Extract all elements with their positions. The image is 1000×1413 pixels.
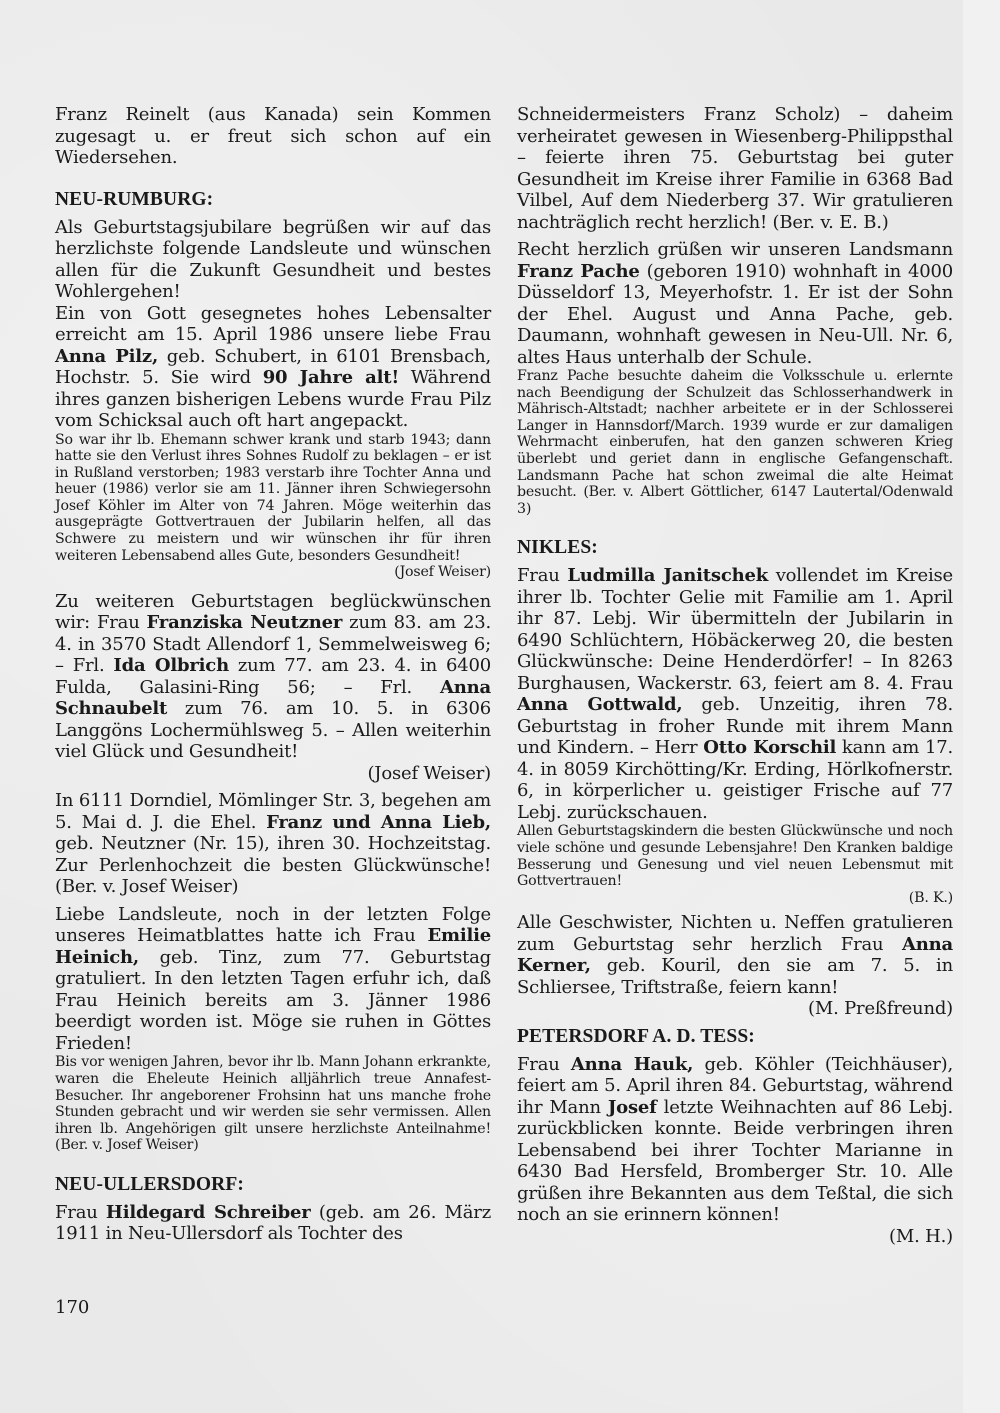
person-name: Franz Pache (517, 260, 640, 282)
person-name: Anna Pilz, (55, 345, 159, 367)
person-name: Emilie Heinich, (55, 925, 491, 968)
person-name: Anna Hauk, (570, 1053, 694, 1075)
signature: (B. K.) (908, 889, 953, 906)
section-heading: NIKLES: (517, 537, 598, 559)
section-heading: NEU-ULLERSDORF: (55, 1173, 244, 1195)
signature: (Josef Weiser) (394, 564, 491, 581)
person-name: Franziska Neutzner (146, 612, 343, 634)
person-name: Otto Korschil (703, 737, 837, 759)
section-nikles (517, 537, 953, 1019)
paragraph: In 6111 Dorndiel, Mömlinger Str. 3, begehen am 5. Mai d. J. die Ehel. Franz und Anna Lieb, geb. Neutzner (Nr. 15), ihren 30. Hochzeitstag. Zur Perlenhochzeit die besten Glückwünsche! (Ber. v. Josef Weiser) (55, 790, 491, 898)
age-highlight: 90 Jahre alt! (262, 367, 400, 388)
continuation-paragraph: Schneidermeisters Franz Scholz) – daheim verheiratet gewesen in Wiesenberg-Philippsthal – feierte ihren 75. Geburtstag bei guter Gesundheit im Kreise ihrer Familie in 6368 Bad Vilbel, Auf dem Niederberg 37. Wir gratulieren nachträglich recht herzlich! (Ber. v. E. B.) (517, 104, 953, 233)
person-name: Josef (607, 1096, 657, 1118)
paragraph-small: Allen Geburtstagskindern die besten Glückwünsche und noch viele schöne und gesunde Lebensjahre! Den Kranken baldige Besserung und Genesung und viel neuen Lebensmut mit Gottvertrauen! (517, 823, 953, 890)
person-name: Anna Schnaubelt (55, 676, 491, 720)
section-heading: PETERSDORF A. D. TESS: (517, 1025, 755, 1047)
paragraph: Frau Anna Hauk, geb. Köhler (Teichhäuser), feiert am 5. April ihren 84. Geburtstag, während ihr Mann Josef letzte Weihnachten auf 86 Lebj. zurückblicken konnte. Beide verbringen ihren Lebensabend bei ihrer Tochter Marianne in 6430 Bad Hersfeld, Bromberger Str. 10. Alle grüßen ihre Bekannten aus dem Teßtal, die sich noch an sie erinnern können! (517, 1053, 953, 1226)
paragraph: Ein von Gott gesegnetes hohes Lebensalter erreicht am 15. April 1986 unsere liebe Frau Anna Pilz, geb. Schubert, in 6101 Brensbach, Hochstr. 5. Sie wird 90 Jahre alt! Während ihres ganzen bisherigen Lebens wurde Frau Pilz vom Schicksal auch oft hart angepackt. (55, 302, 492, 431)
signature: (Josef Weiser) (367, 762, 491, 784)
section-neu-ullersdorf (55, 1174, 491, 1245)
right-column (517, 104, 953, 1247)
paragraph-small: Bis vor wenigen Jahren, bevor ihr lb. Mann Johann erkrankte, waren die Eheleute Heinich alljährlich treue Annafest-Besucher. Ihr angeborener Frohsinn hat uns manche frohe Stunden gebracht und wir werden sie sehr vermissen. Allen ihren lb. Angehörigen gilt unsere herzlichste Anteilnahme! (Ber. v. Josef Weiser) (55, 1054, 491, 1154)
paragraph: Zu weiteren Geburtstagen beglückwünschen wir: Frau Franziska Neutzner zum 83. am 23. 4. in 3570 Stadt Allendorf 1, Semmelweisweg 6; – Frl. Ida Olbrich zum 77. am 23. 4. in 6400 Fulda, Galasini-Ring 56; – Frl. Anna Schnaubelt zum 76. am 10. 5. in 6306 Langgöns Lochermühlsweg 5. – Allen weiterhin viel Glück und Gesundheit! (55, 590, 491, 763)
paragraph: Recht herzlich grüßen wir unseren Landsmann Franz Pache (geboren 1910) wohnhaft in 4000 Düsseldorf 13, Meyerhofstr. 1. Er ist der Sohn der Ehel. August und Anna Pache, geb. Daumann, wohnhaft gewesen in Neu-Ull. Nr. 6, altes Haus unterhalb der Schule. (517, 239, 953, 368)
signature: (M. Preßfreund) (808, 998, 953, 1020)
person-name: Ida Olbrich (113, 655, 229, 677)
person-name: Anna Kerner, (517, 933, 953, 977)
person-name: Hildegard Schreiber (105, 1201, 311, 1223)
page-number: 170 (55, 1297, 90, 1318)
paragraph: Als Geburtstagsjubilare begrüßen wir auf das herzlichste folgende Landsleute und wünschen allen für die Zukunft Gesundheit und bestes Wohlergehen! (55, 216, 491, 302)
paragraph: Frau Ludmilla Janitschek vollendet im Kreise ihrer lb. Tochter Gelie mit Familie am 1. April ihr 87. Lebj. Wir übermitteln der Jubilarin in 6490 Schlüchtern, Höbäckerweg 20, die besten Glückwünsche: Deine Henderdörfer! – In 8263 Burghausen, Wackerstr. 63, feiert am 8. 4. Frau Anna Gottwald, geb. Unzeitig, ihren 78. Geburtstag in froher Runde mit ihrem Mann und Kindern. – Herr Otto Korschil kann am 17. 4. in 8059 Kirchötting/Kr. Erding, Hörlkofnerstr. 6, in körperlicher u. geistiger Frische auf 77 Lebj. zurückschauen. (517, 565, 954, 823)
section-petersdorf (517, 1026, 953, 1248)
paragraph-small: So war ihr lb. Ehemann schwer krank und starb 1943; dann hatte sie den Verlust ihres Sohnes Rudolf zu beklagen – er ist in Rußland verstorben; 1983 verstarb ihre Tochter Anna und heuer (1986) verlor sie am 11. Jänner ihren Schwiegersohn Josef Köhler im Alter von 74 Jahren. Möge weiterhin das ausgeprägte Gottvertrauen der Jubilarin helfen, all das Schwere zu meistern und wir wünschen ihr für ihren weiteren Lebensabend alles Gute, besonders Gesundheit! (Josef Weiser) (55, 431, 491, 581)
paragraph: Alle Geschwister, Nichten u. Neffen gratulieren zum Geburtstag sehr herzlich Frau Anna Kerner, geb. Kouril, den sie am 7. 5. in Schliersee, Triftstraße, feiern kann! (517, 912, 953, 998)
person-name: Franz und Anna Lieb, (266, 811, 491, 833)
section-heading: NEU-RUMBURG: (55, 188, 214, 210)
section-neu-rumburg (55, 189, 491, 1154)
intro-paragraph: Franz Reinelt (aus Kanada) sein Kommen zugesagt u. er freut sich schon auf ein Wiedersehen. (55, 104, 491, 168)
left-column (55, 104, 491, 1245)
person-name: Anna Gottwald, (517, 694, 683, 716)
paragraph-small: Franz Pache besuchte daheim die Volksschule u. erlernte nach Beendigung der Schulzeit das Schlosserhandwerk in Mährisch-Altstadt; nachher arbeitete er in der Schlosserei Langer in Hannsdorf/March. 1939 wurde er zur damaligen Wehrmacht einberufen, hat den ganzen schweren Krieg überlebt und geriet dann in englische Gefangenschaft. Landsmann Pache hat schon zweimal die alte Heimat besucht. (Ber. v. Albert Göttlicher, 6147 Lautertal/Odenwald 3) (517, 368, 953, 517)
person-name: Ludmilla Janitschek (567, 565, 769, 587)
paragraph: Frau Hildegard Schreiber (geb. am 26. März 1911 in Neu-Ullersdorf als Tochter des (55, 1201, 491, 1245)
signature: (M. H.) (889, 1225, 953, 1247)
paragraph: Liebe Landsleute, noch in der letzten Folge unseres Heimatblattes hatte ich Frau Emilie Heinich, geb. Tinz, zum 77. Geburtstag gratuliert. In den letzten Tagen erfuhr ich, daß Frau Heinich bereits am 3. Jänner 1986 beerdigt worden ist. Möge sie ruhen in Göttes Frieden! (55, 903, 491, 1054)
